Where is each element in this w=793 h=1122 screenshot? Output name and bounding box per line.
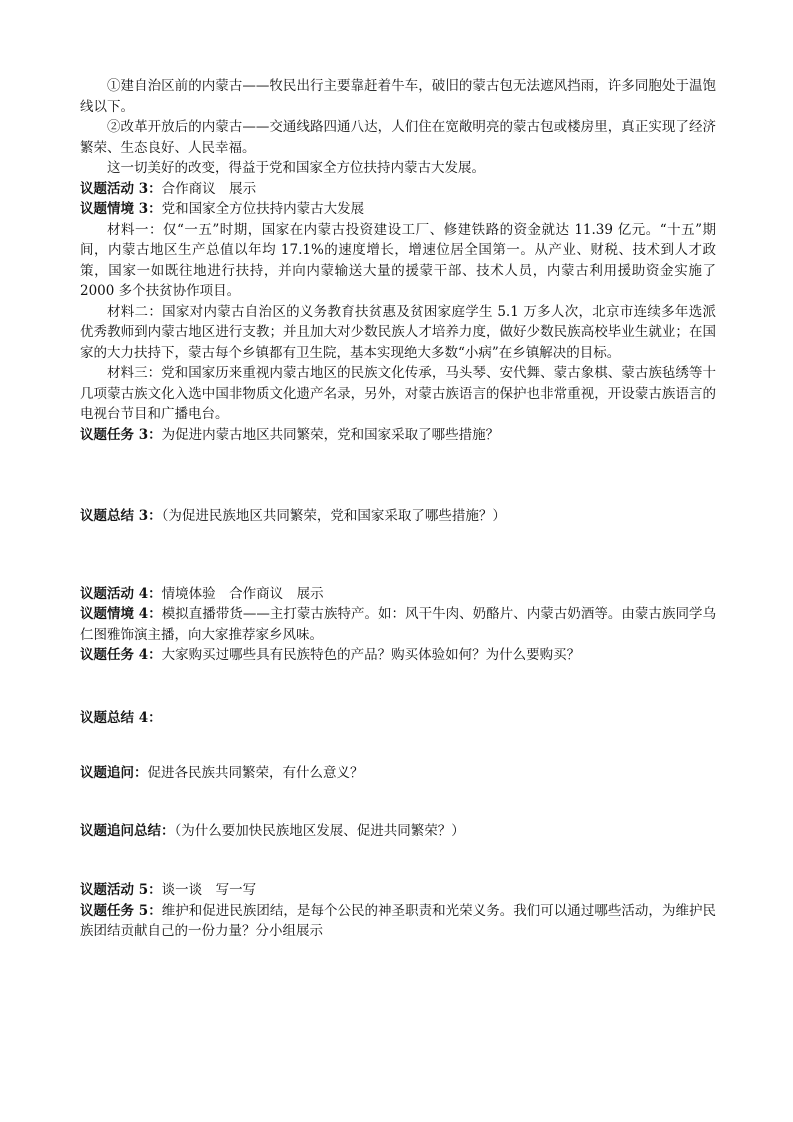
answer-space-task-3 (80, 445, 716, 506)
document-body (80, 76, 716, 942)
scenario-3-text: 党和国家全方位扶持内蒙古大发展 (161, 201, 365, 217)
activity-5-label: 议题活动 5： (80, 882, 162, 898)
activity-5-text: 谈一谈 写一写 (161, 882, 257, 898)
answer-space-summary-4 (80, 728, 716, 763)
scenario-4-label: 议题情境 4： (80, 606, 162, 622)
summary-3-text: （为促进民族地区共同繁荣，党和国家采取了哪些措施？） (161, 508, 506, 524)
followup-label: 议题追问： (80, 765, 148, 781)
answer-space-task-4 (80, 666, 716, 708)
summary-3-label: 议题总结 3： (80, 508, 162, 524)
intro-paragraph-3: 这一切美好的改变，得益于党和国家全方位扶持内蒙古大发展。 (107, 160, 485, 176)
scenario-4 (80, 604, 716, 645)
followup-text: 促进各民族共同繁荣，有什么意义？ (147, 765, 364, 781)
activity-4 (80, 584, 716, 605)
scenario-3-label: 议题情境 3： (80, 201, 162, 217)
material-1: 材料一：仅“一五”时期，国家在内蒙古投资建设工厂、修建铁路的资金就达 11.39 亿元。“十五”期间，内蒙古地区生产总值以年均 17.1%的速度增长，增速位居全国第一。从产业、财税、技术到人才政策，国家一如既往地进行扶持，并向内蒙输送大量的援蒙干部、技术人员，内蒙古利用援助资金实施了 2000 多个扶贫协作项目。 (80, 221, 716, 299)
summary-4 (80, 708, 716, 729)
task-5-text: 维护和促进民族团结，是每个公民的神圣职责和光荣义务。我们可以通过哪些活动，为维护民族团结贡献自己的一份力量？分小组展示 (80, 902, 717, 939)
summary-3 (80, 506, 716, 527)
activity-3 (80, 179, 716, 200)
activity-4-label: 议题活动 4： (80, 585, 162, 602)
followup-summary-label: 议题追问总结： (80, 822, 175, 839)
scenario-3 (80, 199, 716, 220)
material-3: 材料三：党和国家历来重视内蒙古地区的民族文化传承，马头琴、安代舞、蒙古象棋、蒙古族毡绣等十几项蒙古族文化入选中国非物质文化遗产名录，另外，对蒙古族语言的保护也非常重视，开设蒙古族语言的电视台节目和广播电台。 (80, 365, 716, 422)
task-4-label: 议题任务 4： (80, 647, 162, 663)
summary-4-label: 议题总结 4： (80, 709, 162, 726)
task-3 (80, 425, 716, 446)
activity-4-text: 情境体验 合作商议 展示 (161, 585, 324, 602)
answer-space-followup-summary (80, 841, 716, 880)
answer-space-summary-3 (80, 527, 716, 584)
answer-space-followup (80, 784, 716, 821)
task-5-label: 议题任务 5： (80, 902, 162, 919)
task-4 (80, 645, 716, 666)
activity-5 (80, 880, 716, 901)
material-2: 材料二：国家对内蒙古自治区的义务教育扶贫惠及贫困家庭学生 5.1 万多人次，北京市连续多年选派优秀教师到内蒙古地区进行支教；并且加大对少数民族人才培养力度，做好少数民族高校毕业生就业；在国家的大力扶持下，蒙古每个乡镇都有卫生院，基本实现绝大多数“小病”在乡镇解决的目标。 (80, 303, 716, 361)
followup-summary (80, 821, 716, 842)
task-5 (80, 901, 716, 942)
intro-paragraph-2: ②改革开放后的内蒙古——交通线路四通八达，人们住在宽敞明亮的蒙古包或楼房里，真正实现了经济繁荣、生态良好、人民幸福。 (80, 119, 716, 156)
followup-summary-text: （为什么要加快民族地区发展、促进共同繁荣？） (174, 822, 465, 839)
activity-3-label: 议题活动 3： (80, 180, 162, 197)
followup-question (80, 763, 716, 784)
task-3-text: 为促进内蒙古地区共同繁荣，党和国家采取了哪些措施？ (161, 426, 500, 443)
scenario-4-text: 模拟直播带货——主打蒙古族特产。如：风干牛肉、奶酪片、内蒙古奶酒等。由蒙古族同学乌仁图雅饰演主播，向大家推荐家乡风味。 (80, 606, 717, 643)
task-4-text: 大家购买过哪些具有民族特色的产品？购买体验如何？为什么要购买？ (161, 647, 581, 663)
task-3-label: 议题任务 3： (80, 426, 162, 443)
intro-paragraph-1: ①建自治区前的内蒙古——牧民出行主要靠赶着牛车，破旧的蒙古包无法遮风挡雨，许多同胞处于温饱线以下。 (80, 78, 716, 115)
activity-3-text: 合作商议 展示 (161, 180, 257, 197)
